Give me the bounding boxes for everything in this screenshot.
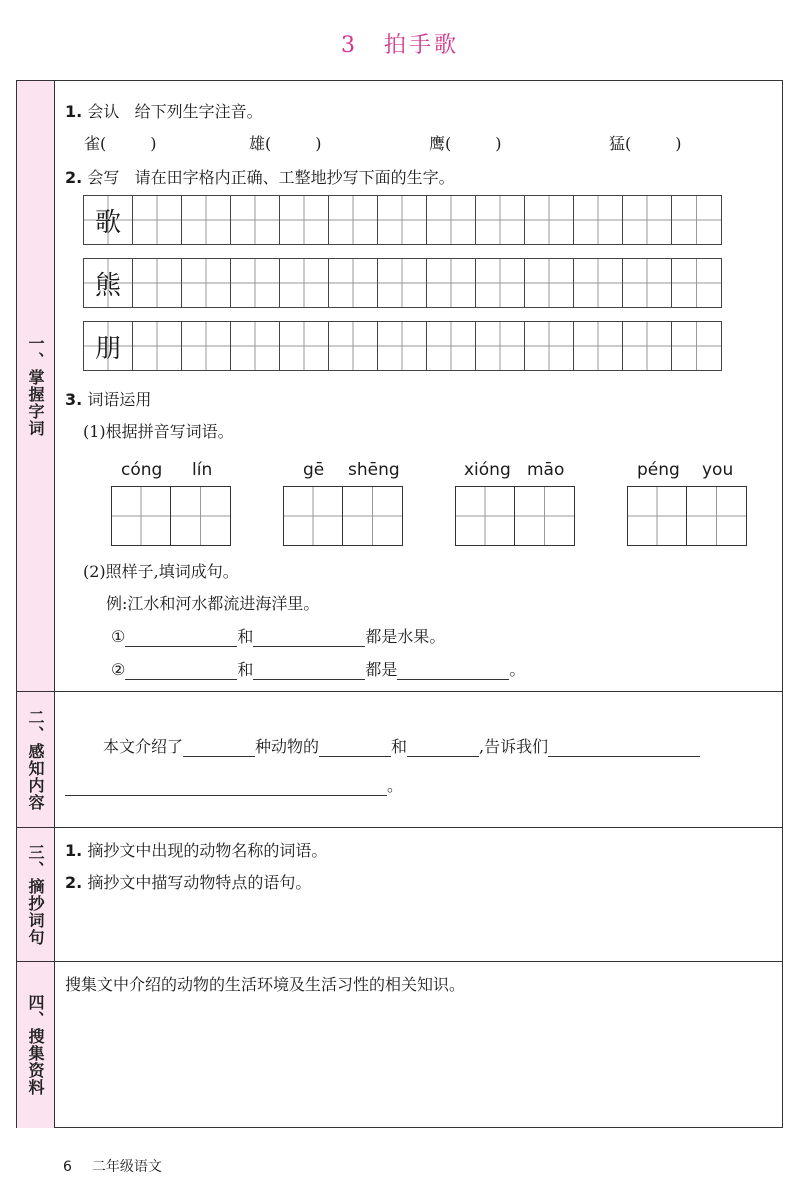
tianzige-cell[interactable] [329, 322, 378, 370]
section-label-2: 二、感知内容 [17, 692, 55, 827]
q1-heading: 1. 会认 给下列生字注音。 [65, 102, 263, 121]
example-sentence: 例:江水和河水都流进海洋里。 [106, 594, 320, 613]
page-footer [63, 1156, 162, 1176]
tianzige-cell[interactable] [525, 196, 574, 244]
fill-blank[interactable] [397, 663, 509, 680]
tianzige-cell[interactable] [427, 196, 476, 244]
pinyin-word-4a: péng [637, 460, 680, 480]
s4-task: 搜集文中介绍的动物的生活环境及生活习性的相关知识。 [65, 975, 466, 994]
tianzige-cell[interactable] [182, 259, 231, 307]
tianzige-cell[interactable] [280, 322, 329, 370]
tianzige-cell [84, 322, 133, 370]
lesson-name: 拍手歌 [383, 33, 459, 58]
fill-blank[interactable] [548, 740, 700, 757]
tianzige-cell[interactable] [623, 322, 672, 370]
tianzige-cell[interactable] [182, 196, 231, 244]
tianzige-row-1 [83, 195, 722, 245]
pinyin-word-2a: gē [303, 460, 325, 480]
tianzige-cell[interactable] [574, 322, 623, 370]
tianzige-cell[interactable] [427, 322, 476, 370]
tianzige-cell[interactable] [182, 322, 231, 370]
pinyin-item-4: 猛( ) [609, 134, 682, 153]
tianzige-cell[interactable] [574, 259, 623, 307]
model-character: 熊 [94, 270, 121, 301]
section-excerpt [17, 828, 782, 962]
tianzige-cell[interactable] [378, 196, 427, 244]
fill-blank[interactable] [407, 740, 479, 757]
fill-blank[interactable] [125, 663, 237, 680]
tianzige-row-3 [83, 321, 722, 371]
tianzige-cell[interactable] [476, 196, 525, 244]
fill-blank[interactable] [319, 740, 391, 757]
tianzige-cell[interactable] [623, 259, 672, 307]
s3-q2: 2. 摘抄文中描写动物特点的语句。 [65, 873, 312, 892]
tianzige-cell [84, 259, 133, 307]
tianzige-cell [84, 196, 133, 244]
page-number: 6 [63, 1159, 72, 1175]
book-title: 二年级语文 [91, 1159, 162, 1175]
fill-blank[interactable] [125, 630, 237, 647]
tianzige-cell[interactable] [329, 196, 378, 244]
worksheet-frame [16, 80, 783, 1128]
tianzige-cell[interactable] [231, 196, 280, 244]
model-character: 朋 [94, 333, 121, 364]
s3-q1: 1. 摘抄文中出现的动物名称的词语。 [65, 841, 328, 860]
pinyin-item-3: 鹰( ) [429, 134, 502, 153]
tianzige-cell[interactable] [378, 322, 427, 370]
tianzige-cell[interactable] [574, 196, 623, 244]
pinyin-item-1: 雀( ) [84, 134, 157, 153]
pinyin-word-1a: cóng [121, 460, 163, 480]
tianzige-cell[interactable] [476, 322, 525, 370]
q3-sub2: (2)照样子,填词成句。 [83, 562, 239, 581]
fill-blank[interactable] [253, 630, 365, 647]
model-character: 歌 [94, 207, 121, 238]
section-perceive-content [17, 692, 782, 828]
lesson-number: 3 [340, 33, 358, 58]
tianzige-row-2 [83, 258, 722, 308]
tianzige-cell[interactable] [525, 322, 574, 370]
answer-box-2[interactable] [283, 486, 403, 546]
pinyin-word-1b: lín [192, 460, 213, 480]
tianzige-cell[interactable] [133, 259, 182, 307]
lesson-title [0, 28, 800, 59]
fill-blank[interactable] [183, 740, 255, 757]
pinyin-word-3b: māo [527, 460, 565, 480]
answer-box-1[interactable] [111, 486, 231, 546]
section-collect-info [17, 962, 782, 1128]
tianzige-cell[interactable] [329, 259, 378, 307]
pinyin-word-4b: you [702, 460, 734, 480]
summary-line-1: 本文介绍了 种动物的 和 ,告诉我们 [103, 734, 700, 757]
sentence-item-1: ① 和 都是水果。 [111, 627, 446, 646]
tianzige-cell[interactable] [133, 322, 182, 370]
fill-blank[interactable] [65, 779, 387, 796]
q3-heading: 3. 词语运用 [65, 390, 152, 409]
section-label-1: 一、掌握字词 [17, 81, 55, 691]
tianzige-cell[interactable] [231, 259, 280, 307]
answer-box-4[interactable] [627, 486, 747, 546]
pinyin-word-2b: shēng [348, 460, 400, 480]
tianzige-cell[interactable] [623, 196, 672, 244]
tianzige-cell[interactable] [280, 259, 329, 307]
tianzige-cell[interactable] [672, 322, 721, 370]
section-label-4: 四、搜集资料 [17, 962, 55, 1128]
tianzige-cell[interactable] [427, 259, 476, 307]
tianzige-cell[interactable] [231, 322, 280, 370]
tianzige-cell[interactable] [672, 196, 721, 244]
pinyin-word-3a: xióng [464, 460, 511, 480]
section-master-words [17, 81, 782, 692]
tianzige-cell[interactable] [378, 259, 427, 307]
pinyin-item-2: 雄( ) [249, 134, 322, 153]
q2-heading: 2. 会写 请在田字格内正确、工整地抄写下面的生字。 [65, 168, 455, 187]
tianzige-cell[interactable] [280, 196, 329, 244]
tianzige-cell[interactable] [476, 259, 525, 307]
summary-line-2: 。 [65, 773, 403, 796]
section-label-3: 三、摘抄词句 [17, 828, 55, 961]
sentence-item-2: ② 和 都是 。 [111, 660, 526, 679]
tianzige-cell[interactable] [133, 196, 182, 244]
answer-box-3[interactable] [455, 486, 575, 546]
tianzige-cell[interactable] [525, 259, 574, 307]
fill-blank[interactable] [253, 663, 365, 680]
q3-sub1: (1)根据拼音写词语。 [83, 422, 234, 441]
tianzige-cell[interactable] [672, 259, 721, 307]
